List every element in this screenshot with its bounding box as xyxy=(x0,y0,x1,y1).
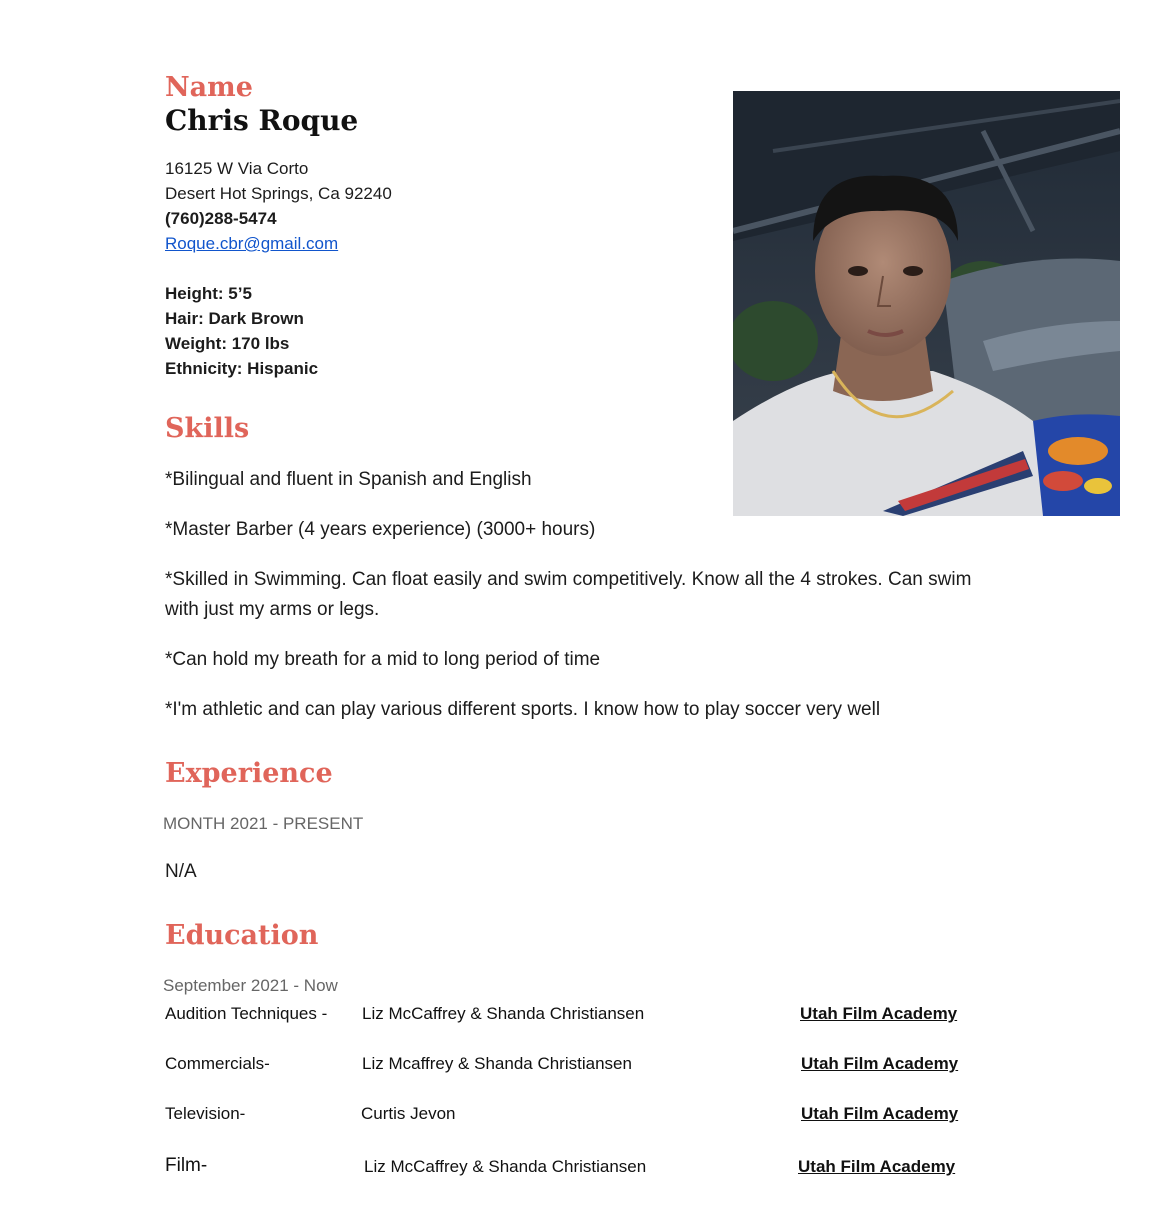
name-label: Name xyxy=(165,72,253,103)
skill-item: *I'm athletic and can play various different sports. I know how to play soccer very well xyxy=(165,699,881,720)
course-school: Utah Film Academy xyxy=(801,1054,959,1073)
experience-heading: Experience xyxy=(165,758,333,789)
hair-stat: Hair: Dark Brown xyxy=(165,309,304,328)
email-link[interactable]: Roque.cbr@gmail.com xyxy=(165,234,339,253)
experience-dates: MONTH 2021 - PRESENT xyxy=(163,814,364,833)
skill-item-continued: with just my arms or legs. xyxy=(165,599,380,620)
skill-item: *Can hold my breath for a mid to long period of time xyxy=(165,649,601,670)
course-name: Audition Techniques - xyxy=(165,1004,328,1023)
course-teacher: Liz McCaffrey & Shanda Christiansen xyxy=(362,1004,645,1023)
course-teacher: Liz Mcaffrey & Shanda Christiansen xyxy=(362,1054,632,1073)
course-teacher: Liz McCaffrey & Shanda Christiansen xyxy=(364,1157,647,1176)
headshot-photo xyxy=(733,91,1120,516)
address-line2: Desert Hot Springs, Ca 92240 xyxy=(165,184,392,203)
phone-number: (760)288-5474 xyxy=(165,209,277,228)
course-name: Film- xyxy=(165,1155,208,1176)
course-teacher: Curtis Jevon xyxy=(361,1104,456,1123)
course-school: Utah Film Academy xyxy=(800,1004,958,1023)
course-name: Television- xyxy=(165,1104,246,1123)
height-stat: Height: 5’5 xyxy=(165,284,252,303)
ethnicity-stat: Ethnicity: Hispanic xyxy=(165,359,319,378)
experience-entry: N/A xyxy=(165,861,197,882)
address-line1: 16125 W Via Corto xyxy=(165,159,309,178)
weight-stat: Weight: 170 lbs xyxy=(165,334,290,353)
skill-item: *Bilingual and fluent in Spanish and English xyxy=(165,469,532,490)
person-name: Chris Roque xyxy=(165,104,359,137)
course-name: Commercials- xyxy=(165,1054,270,1073)
course-school: Utah Film Academy xyxy=(801,1104,959,1123)
education-heading: Education xyxy=(165,920,319,951)
education-dates: September 2021 - Now xyxy=(163,976,338,995)
skills-heading: Skills xyxy=(165,413,250,444)
skill-item: *Master Barber (4 years experience) (3000+ hours) xyxy=(165,519,596,540)
course-school: Utah Film Academy xyxy=(798,1157,956,1176)
skill-item: *Skilled in Swimming. Can float easily and swim competitively. Know all the 4 strokes. Can swim xyxy=(165,569,972,590)
